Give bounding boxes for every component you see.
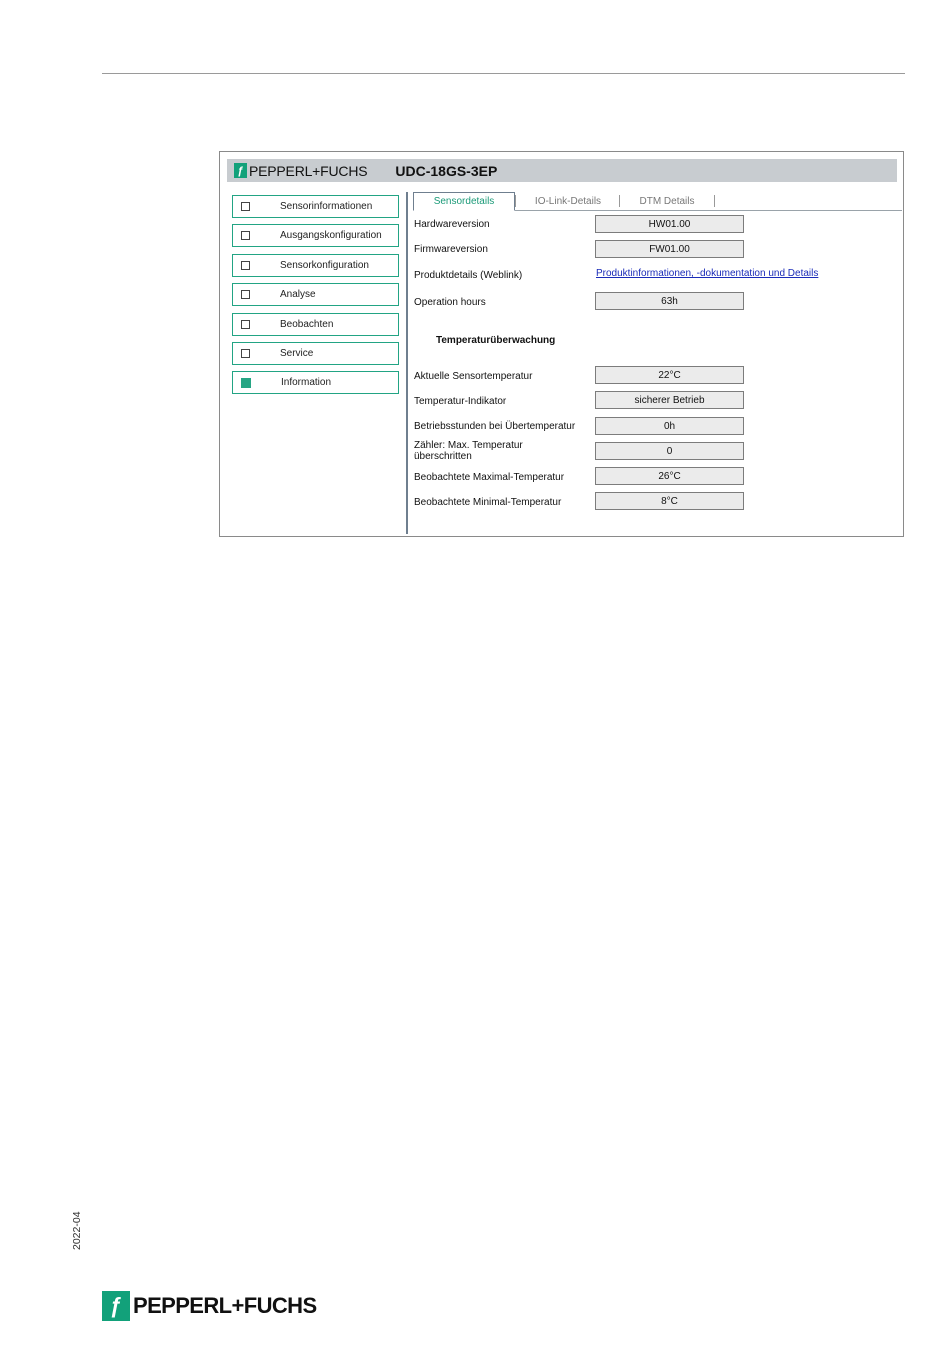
sidebar-item-label: Sensorinformationen: [280, 201, 373, 212]
sidebar-item-analyse[interactable]: [232, 283, 399, 306]
tab-separator: [619, 195, 620, 207]
product-details-label: Produktdetails (Weblink): [414, 270, 523, 281]
sidebar-item-label: Beobachten: [280, 318, 334, 330]
hardware-version-label: Hardwareversion: [414, 219, 490, 230]
current-temp-label: Aktuelle Sensortemperatur: [414, 371, 533, 382]
sidebar-item-information[interactable]: [232, 371, 399, 394]
pf-logo-icon: ƒ: [234, 163, 247, 178]
checkbox-icon: [241, 202, 250, 211]
sidebar-item-label: Information: [281, 377, 332, 389]
observed-max-temp-label: Beobachtete Maximal-Temperatur: [414, 472, 565, 483]
header-logo-text: PEPPERL+FUCHS: [249, 162, 368, 179]
sidebar-item-beobachten[interactable]: [232, 313, 399, 336]
observed-min-temp-label: Beobachtete Minimal-Temperatur: [414, 497, 562, 508]
firmware-version-label: Firmwareversion: [414, 244, 488, 255]
sidebar-item-label: Sensorkonfiguration: [280, 259, 369, 271]
device-title: UDC-18GS-3EP: [395, 162, 498, 179]
sensor-web-ui-screenshot: [219, 151, 904, 537]
max-temp-counter-label-line1: Zähler: Max. Temperatur: [414, 440, 523, 451]
sidebar-item-ausgangskonfiguration[interactable]: [232, 224, 399, 247]
checkbox-icon: [241, 231, 250, 240]
temp-indicator-field: sicherer Betrieb: [595, 391, 744, 409]
checkbox-icon: [241, 261, 250, 270]
sidebar: [232, 195, 399, 401]
tab-bar: [413, 192, 902, 211]
sidebar-item-label: Ausgangskonfiguration: [280, 230, 382, 242]
tab-separator: [515, 195, 516, 207]
sidebar-item-label: Analyse: [280, 289, 316, 301]
page-top-rule: [102, 73, 905, 74]
sidebar-item-service[interactable]: [232, 342, 399, 365]
max-temp-counter-field: 0: [595, 442, 744, 460]
sidebar-item-sensorkonfiguration[interactable]: [232, 254, 399, 277]
sidebar-item-sensorinformationen[interactable]: [232, 195, 399, 218]
document-date: 2022-04: [71, 1211, 83, 1250]
sidebar-divider: [406, 192, 408, 534]
checkbox-checked-icon: [241, 378, 251, 388]
app-header: [227, 159, 897, 182]
footer-logo-text: PEPPERL+FUCHS: [133, 1293, 317, 1318]
header-logo: [234, 163, 367, 179]
sidebar-item-label: Service: [280, 347, 314, 359]
checkbox-icon: [241, 320, 250, 329]
checkbox-icon: [241, 349, 250, 358]
tab-separator: [714, 195, 715, 207]
tab-sensordetails[interactable]: Sensordetails: [413, 192, 515, 211]
max-temp-counter-label-line2: überschritten: [414, 451, 472, 462]
observed-max-temp-field: 26°C: [595, 467, 744, 485]
operation-hours-label: Operation hours: [414, 297, 486, 308]
hardware-version-field: HW01.00: [595, 215, 744, 233]
operation-hours-field: 63h: [595, 292, 744, 310]
footer-logo: [102, 1291, 317, 1321]
current-temp-field: 22°C: [595, 366, 744, 384]
firmware-version-field: FW01.00: [595, 240, 744, 258]
tab-io-link-details[interactable]: IO-Link-Details: [534, 195, 602, 207]
tab-dtm-details[interactable]: DTM Details: [639, 195, 695, 207]
checkbox-icon: [241, 290, 250, 299]
observed-min-temp-field: 8°C: [595, 492, 744, 510]
max-temp-counter-label: [414, 440, 523, 462]
pf-logo-icon: ƒ: [102, 1291, 130, 1321]
overtemp-hours-label: Betriebsstunden bei Übertemperatur: [414, 421, 576, 432]
temperature-section-title: Temperaturüberwachung: [436, 335, 556, 346]
product-details-link[interactable]: Produktinformationen, -dokumentation und Details: [596, 268, 819, 279]
temp-indicator-label: Temperatur-Indikator: [414, 396, 507, 407]
overtemp-hours-field: 0h: [595, 417, 744, 435]
